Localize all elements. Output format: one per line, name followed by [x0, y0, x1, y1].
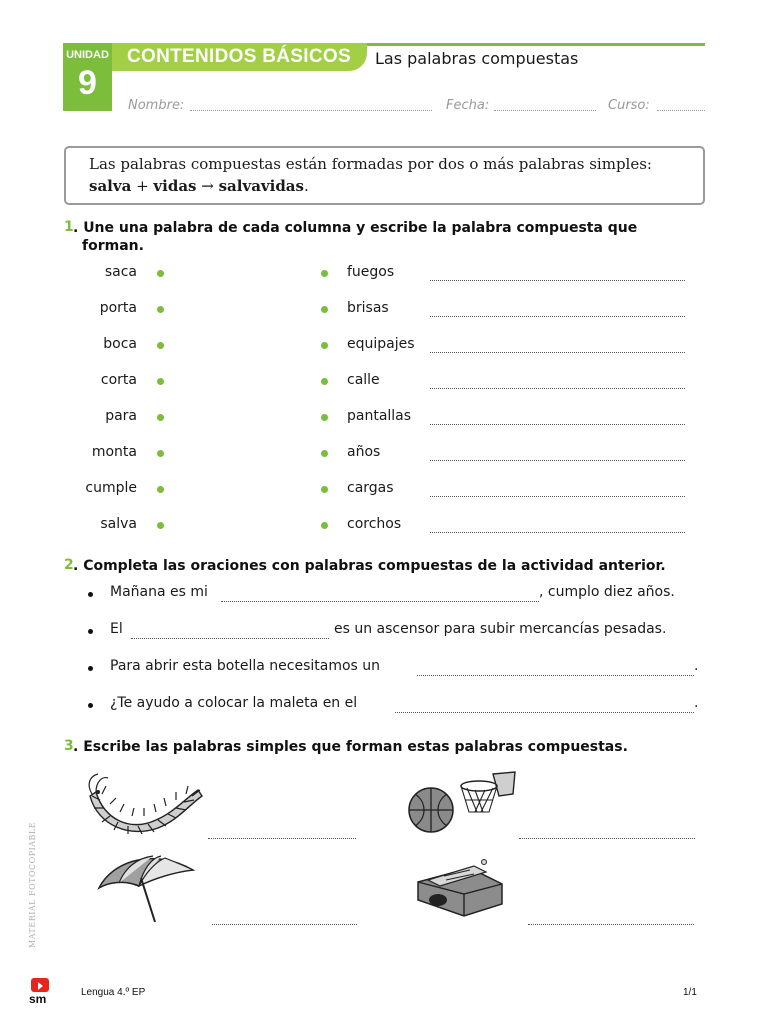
compound-answer-line[interactable] [430, 352, 685, 353]
right-column-word: equipajes [347, 336, 415, 352]
exercise-3-number: 3 [64, 738, 74, 754]
right-column-word: pantallas [347, 408, 412, 424]
answer-line-umbrella[interactable] [212, 924, 357, 925]
publisher-logo: sm [29, 992, 47, 1006]
banner-text: CONTENIDOS BÁSICOS [127, 46, 351, 67]
answer-line-hoop[interactable] [519, 838, 695, 839]
name-label: Nombre: [128, 98, 185, 113]
name-field[interactable] [190, 110, 432, 111]
left-match-dot[interactable] [157, 414, 164, 421]
sentence-2-blank[interactable] [131, 638, 329, 639]
right-column-word: corchos [347, 516, 402, 532]
example-result: salvavidas [218, 177, 304, 195]
sentence-4-blank[interactable] [395, 712, 694, 713]
right-match-dot[interactable] [321, 270, 328, 277]
right-match-dot[interactable] [321, 378, 328, 385]
rule-text: Las palabras compuestas están formadas por dos o más palabras simples: [89, 155, 652, 173]
left-match-dot[interactable] [157, 450, 164, 457]
sentence-3-end: . [694, 658, 699, 674]
pencil-sharpener-icon [414, 854, 506, 920]
course-field[interactable] [657, 110, 705, 111]
compound-answer-line[interactable] [430, 532, 685, 533]
left-match-dot[interactable] [157, 306, 164, 313]
sentence-1-start: Mañana es mi [110, 584, 208, 600]
sentence-2-start: El [110, 621, 123, 637]
sentence-3-blank[interactable] [417, 675, 694, 676]
right-column-word: fuegos [347, 264, 395, 280]
sentence-2-end: es un ascensor para subir mercancías pesadas. [334, 621, 667, 637]
right-match-dot[interactable] [321, 486, 328, 493]
sentence-1-end: , cumplo diez años. [539, 584, 675, 600]
example-word-1: salva [89, 177, 132, 195]
header-rule [367, 43, 705, 46]
left-column-word: para [105, 408, 137, 424]
exercise-1-number: 1 [64, 219, 74, 235]
example-arrow: → [196, 177, 219, 195]
rule-box [64, 146, 705, 205]
basketball-hoop-icon [405, 770, 520, 836]
unit-badge [63, 43, 112, 111]
answer-line-sharpener[interactable] [528, 924, 694, 925]
example-end: . [303, 177, 309, 195]
sm-logo-icon [31, 978, 49, 992]
unit-number: 9 [78, 64, 97, 102]
exercise-2-number: 2 [64, 557, 74, 573]
example-word-2: vidas [153, 177, 197, 195]
exercise-1-text-2: forman. [82, 238, 144, 254]
right-match-dot[interactable] [321, 342, 328, 349]
section-banner [112, 43, 367, 71]
left-column-word: corta [100, 372, 137, 388]
page-title: Las palabras compuestas [375, 49, 579, 68]
exercise-2-text: . Completa las oraciones con palabras compuestas de la actividad anterior. [73, 558, 666, 574]
example-plus: + [131, 177, 154, 195]
left-match-dot[interactable] [157, 486, 164, 493]
sentence-4-start: ¿Te ayudo a colocar la maleta en el [110, 695, 358, 711]
left-match-dot[interactable] [157, 342, 164, 349]
beach-umbrella-icon [95, 850, 195, 925]
left-column-word: porta [99, 300, 137, 316]
sentence-3-start: Para abrir esta botella necesitamos un [110, 658, 381, 674]
right-column-word: cargas [347, 480, 394, 496]
right-column-word: años [347, 444, 381, 460]
footer-subject: Lengua 4.º EP [81, 987, 146, 998]
bullet [88, 703, 93, 708]
date-label: Fecha: [446, 98, 490, 113]
right-column-word: brisas [347, 300, 389, 316]
left-column-word: cumple [85, 480, 137, 496]
bullet [88, 629, 93, 634]
footer-page: 1/1 [683, 987, 697, 998]
compound-answer-line[interactable] [430, 388, 685, 389]
bullet [88, 592, 93, 597]
left-column-word: saca [104, 264, 137, 280]
sentence-4-end: . [694, 695, 699, 711]
centipede-icon [86, 770, 206, 834]
compound-answer-line[interactable] [430, 316, 685, 317]
sentence-1-blank[interactable] [221, 601, 539, 602]
date-field[interactable] [494, 110, 596, 111]
right-match-dot[interactable] [321, 306, 328, 313]
exercise-1-text: . Une una palabra de cada columna y escribe la palabra compuesta que [73, 220, 638, 236]
left-match-dot[interactable] [157, 378, 164, 385]
exercise-3-text: . Escribe las palabras simples que forman estas palabras compuestas. [73, 739, 628, 755]
unit-label: UNIDAD [66, 49, 109, 61]
compound-answer-line[interactable] [430, 460, 685, 461]
right-match-dot[interactable] [321, 450, 328, 457]
compound-answer-line[interactable] [430, 280, 685, 281]
rule-example [89, 177, 309, 195]
bullet [88, 666, 93, 671]
right-column-word: calle [347, 372, 380, 388]
course-label: Curso: [608, 98, 650, 113]
photocopiable-note: MATERIAL FOTOCOPIABLE [28, 821, 37, 948]
answer-line-centipede[interactable] [208, 838, 356, 839]
compound-answer-line[interactable] [430, 496, 685, 497]
right-match-dot[interactable] [321, 414, 328, 421]
left-column-word: boca [103, 336, 137, 352]
left-column-word: monta [91, 444, 137, 460]
left-column-word: salva [100, 516, 137, 532]
compound-answer-line[interactable] [430, 424, 685, 425]
left-match-dot[interactable] [157, 270, 164, 277]
right-match-dot[interactable] [321, 522, 328, 529]
left-match-dot[interactable] [157, 522, 164, 529]
